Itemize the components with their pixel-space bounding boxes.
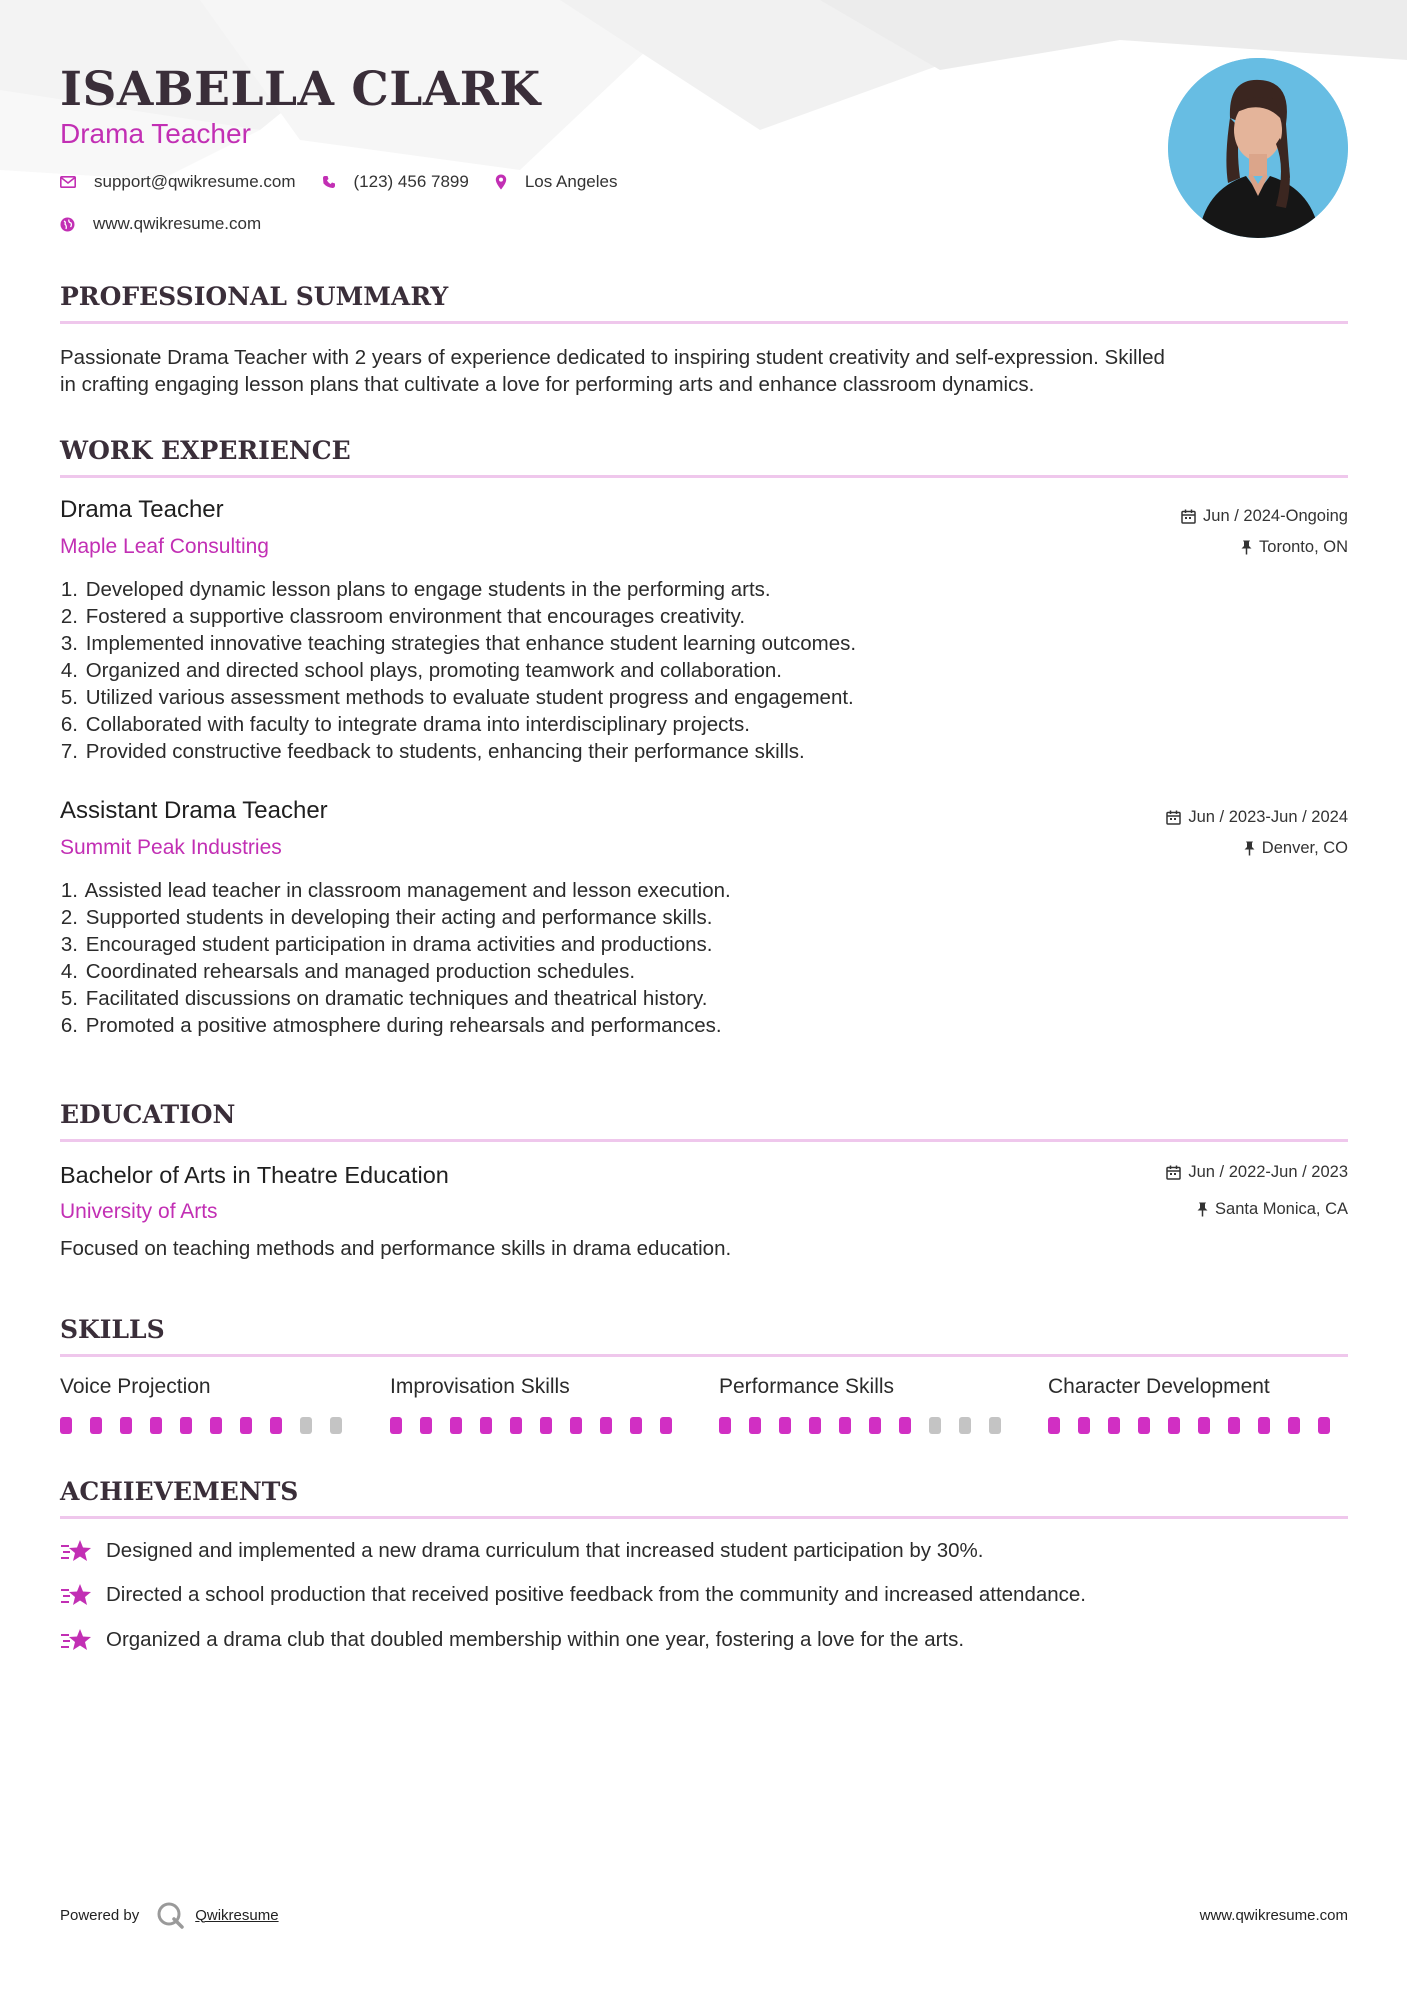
rating-dot-filled — [899, 1417, 911, 1434]
job-1-bullets — [52, 576, 856, 765]
website-text: www.qwikresume.com — [93, 214, 262, 233]
rating-dot-filled — [420, 1417, 432, 1434]
qwikresume-logo-icon — [155, 1900, 185, 1930]
list-item: 6. Promoted a positive atmosphere during rehearsals and performances. — [60, 1014, 722, 1037]
list-item: 4. Organized and directed school plays, promoting teamwork and collaboration. — [60, 659, 782, 682]
rating-dot-empty — [330, 1417, 342, 1434]
achievements-heading: ACHIEVEMENTS — [60, 1477, 299, 1506]
rating-dot-filled — [630, 1417, 642, 1434]
education-location-text: Santa Monica, CA — [1215, 1200, 1348, 1218]
rating-dot-filled — [809, 1417, 821, 1434]
rating-dot-empty — [989, 1417, 1001, 1434]
shooting-star-icon — [60, 1582, 94, 1608]
skills-divider — [60, 1354, 1348, 1357]
rating-dot-filled — [779, 1417, 791, 1434]
rating-dot-filled — [540, 1417, 552, 1434]
summary-text — [60, 344, 1350, 398]
powered-by-text: Powered by — [60, 1906, 140, 1924]
rating-dot-filled — [600, 1417, 612, 1434]
footer-website[interactable]: www.qwikresume.com — [1199, 1907, 1348, 1924]
contact-email[interactable] — [60, 172, 296, 192]
candidate-title: Drama Teacher — [60, 118, 251, 149]
summary-divider — [60, 321, 1348, 324]
job-1-company: Maple Leaf Consulting — [60, 535, 269, 558]
list-item: 4. Coordinated rehearsals and managed production schedules. — [60, 960, 636, 983]
education-location — [1197, 1200, 1348, 1219]
education-description: Focused on teaching methods and performance skills in drama education. — [60, 1237, 732, 1260]
rating-dot-filled — [749, 1417, 761, 1434]
summary-line-2: in crafting engaging lesson plans that cultivate a love for performing arts and enhance classroom dynamics. — [60, 373, 1035, 396]
job-2-role: Assistant Drama Teacher — [60, 797, 328, 824]
job-2-company: Summit Peak Industries — [60, 836, 282, 859]
rating-dot-filled — [1078, 1417, 1090, 1434]
profile-photo — [1168, 58, 1348, 238]
job-2-bullets — [52, 877, 731, 1039]
contact-website[interactable] — [60, 214, 261, 234]
rating-dot-filled — [570, 1417, 582, 1434]
contact-row-1 — [60, 172, 643, 192]
calendar-icon — [1166, 1165, 1181, 1180]
skill-rating — [1048, 1417, 1348, 1434]
rating-dot-empty — [959, 1417, 971, 1434]
footer-powered — [60, 1900, 279, 1930]
rating-dot-filled — [180, 1417, 192, 1434]
skill-name: Improvisation Skills — [390, 1375, 570, 1398]
education-dates-text: Jun / 2022-Jun / 2023 — [1188, 1163, 1348, 1181]
qwikresume-link[interactable]: Qwikresume — [195, 1906, 279, 1924]
skill-item — [1048, 1375, 1348, 1434]
globe-icon — [60, 217, 75, 232]
rating-dot-filled — [450, 1417, 462, 1434]
skill-rating — [60, 1417, 360, 1434]
skill-name: Performance Skills — [719, 1375, 895, 1398]
achievement-item: Directed a school production that received positive feedback from the community and increased attendance. — [60, 1582, 1086, 1608]
contact-location — [495, 172, 618, 192]
rating-dot-filled — [120, 1417, 132, 1434]
rating-dot-filled — [839, 1417, 851, 1434]
phone-icon — [322, 175, 336, 189]
skills-heading: SKILLS — [60, 1315, 165, 1344]
rating-dot-filled — [480, 1417, 492, 1434]
experience-divider — [60, 475, 1348, 478]
list-item: 1. Developed dynamic lesson plans to engage students in the performing arts. — [60, 578, 771, 601]
job-1-location — [1241, 538, 1348, 557]
achievement-item: Designed and implemented a new drama curriculum that increased student participation by 30%. — [60, 1538, 983, 1564]
rating-dot-filled — [1318, 1417, 1330, 1434]
rating-dot-empty — [300, 1417, 312, 1434]
rating-dot-filled — [1288, 1417, 1300, 1434]
list-item: 6. Collaborated with faculty to integrate drama into interdisciplinary projects. — [60, 713, 751, 736]
education-school: University of Arts — [60, 1200, 218, 1223]
list-item: 5. Facilitated discussions on dramatic techniques and theatrical history. — [60, 987, 708, 1010]
skill-rating — [719, 1417, 1019, 1434]
pushpin-icon — [1197, 1202, 1208, 1217]
rating-dot-filled — [1108, 1417, 1120, 1434]
job-1-dates-text: Jun / 2024-Ongoing — [1203, 507, 1348, 525]
job-1-dates — [1181, 507, 1348, 526]
skill-item — [60, 1375, 360, 1434]
job-1-location-text: Toronto, ON — [1259, 538, 1348, 556]
skill-name: Character Development — [1048, 1375, 1270, 1398]
achievements-divider — [60, 1516, 1348, 1519]
summary-heading: PROFESSIONAL SUMMARY — [60, 282, 449, 311]
location-text: Los Angeles — [524, 172, 618, 191]
rating-dot-filled — [240, 1417, 252, 1434]
list-item: 3. Encouraged student participation in drama activities and productions. — [60, 933, 713, 956]
rating-dot-filled — [390, 1417, 402, 1434]
rating-dot-filled — [210, 1417, 222, 1434]
list-item: 5. Utilized various assessment methods to evaluate student progress and engagement. — [60, 686, 854, 709]
rating-dot-filled — [1258, 1417, 1270, 1434]
rating-dot-filled — [1228, 1417, 1240, 1434]
experience-heading: WORK EXPERIENCE — [60, 436, 351, 465]
job-1-role: Drama Teacher — [60, 496, 224, 523]
shooting-star-icon — [60, 1627, 94, 1653]
candidate-name: ISABELLA CLARK — [60, 62, 541, 117]
rating-dot-filled — [510, 1417, 522, 1434]
achievement-item: Organized a drama club that doubled membership within one year, fostering a love for the arts. — [60, 1627, 964, 1653]
education-heading: EDUCATION — [60, 1100, 236, 1129]
pushpin-icon — [1241, 540, 1252, 555]
skill-item — [390, 1375, 690, 1434]
rating-dot-filled — [60, 1417, 72, 1434]
email-text: support@qwikresume.com — [94, 172, 296, 191]
skill-name: Voice Projection — [60, 1375, 211, 1398]
rating-dot-filled — [660, 1417, 672, 1434]
list-item: 7. Provided constructive feedback to students, enhancing their performance skills. — [60, 740, 805, 763]
rating-dot-filled — [869, 1417, 881, 1434]
map-pin-icon — [495, 174, 507, 190]
summary-line-1: Passionate Drama Teacher with 2 years of experience dedicated to inspiring student creativity and self-expression. Skilled — [60, 346, 1165, 369]
calendar-icon — [1166, 810, 1181, 825]
job-2-location — [1244, 839, 1348, 858]
education-divider — [60, 1139, 1348, 1142]
list-item: 2. Fostered a supportive classroom environment that encourages creativity. — [60, 605, 746, 628]
rating-dot-filled — [150, 1417, 162, 1434]
shooting-star-icon — [60, 1538, 94, 1564]
phone-text: (123) 456 7899 — [353, 172, 469, 191]
rating-dot-filled — [270, 1417, 282, 1434]
job-2-location-text: Denver, CO — [1261, 839, 1348, 857]
contact-phone[interactable] — [322, 172, 469, 192]
skill-item — [719, 1375, 1019, 1434]
list-item: 3. Implemented innovative teaching strategies that enhance student learning outcomes. — [60, 632, 857, 655]
calendar-icon — [1181, 509, 1196, 524]
rating-dot-filled — [1138, 1417, 1150, 1434]
job-2-dates — [1166, 808, 1348, 827]
rating-dot-filled — [1168, 1417, 1180, 1434]
pushpin-icon — [1244, 841, 1255, 856]
rating-dot-filled — [1048, 1417, 1060, 1434]
rating-dot-filled — [719, 1417, 731, 1434]
rating-dot-empty — [929, 1417, 941, 1434]
education-degree: Bachelor of Arts in Theatre Education — [60, 1162, 449, 1188]
education-dates — [1166, 1163, 1348, 1182]
job-2-dates-text: Jun / 2023-Jun / 2024 — [1188, 808, 1348, 826]
envelope-icon — [60, 176, 76, 188]
rating-dot-filled — [1198, 1417, 1210, 1434]
skill-rating — [390, 1417, 690, 1434]
list-item: 1. Assisted lead teacher in classroom management and lesson execution. — [60, 879, 731, 902]
list-item: 2. Supported students in developing their acting and performance skills. — [60, 906, 713, 929]
contact-row-2 — [60, 214, 287, 234]
rating-dot-filled — [90, 1417, 102, 1434]
